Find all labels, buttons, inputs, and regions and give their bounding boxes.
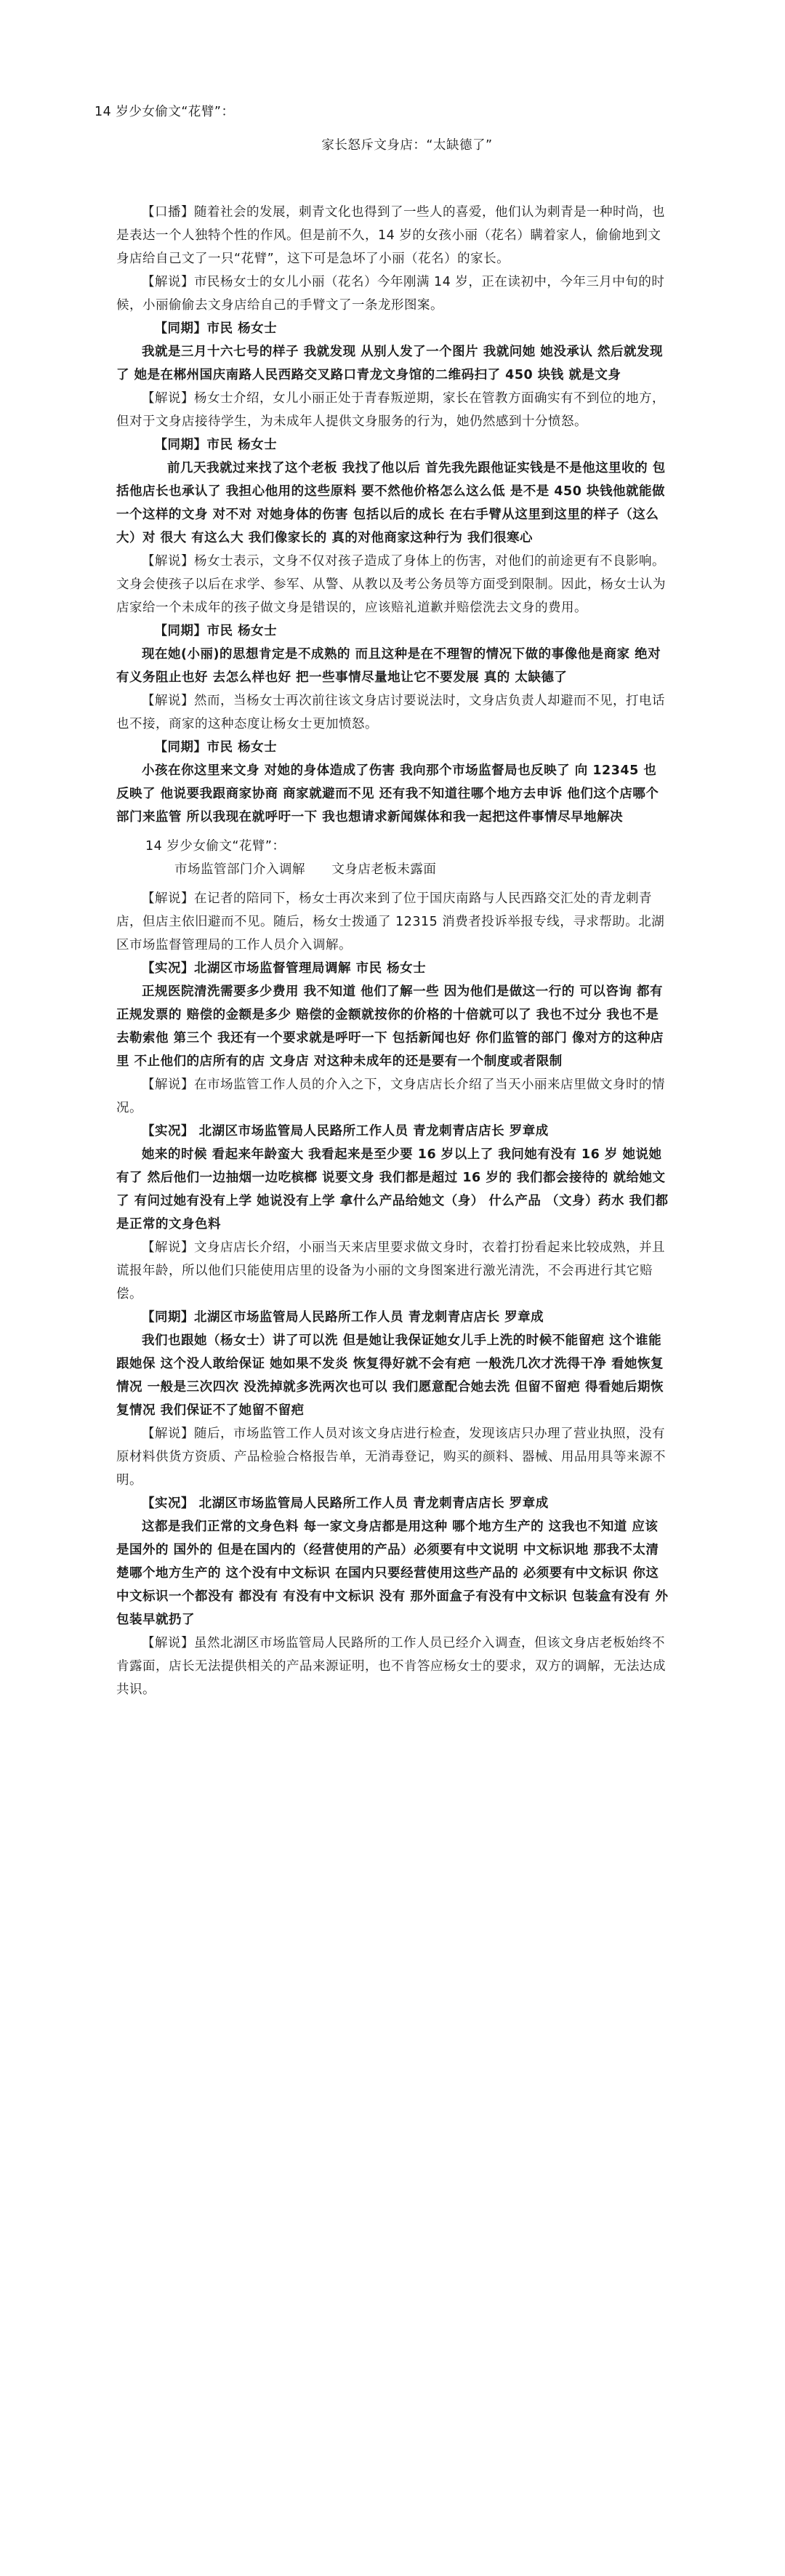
section2-title: 14 岁少女偷文“花臂”： (145, 839, 286, 854)
paragraph-narration-6: 【解说】在市场监管工作人员的介入之下，文身店店长介绍了当天小丽来店里做文身时的情况。 (116, 1078, 665, 1115)
article-subtitle: 家长怒斥文身店：“太缺德了” (321, 138, 493, 153)
heading-live-3: 【实况】 北湖区市场监管局人民路所工作人员 青龙刺青店店长 罗章成 (142, 1496, 549, 1511)
heading-interview-5: 【同期】北湖区市场监管局人民路所工作人员 青龙刺青店店长 罗章成 (142, 1310, 544, 1325)
quote-5: 正规医院清洗需要多少费用 我不知道 他们了解一些 因为他们是做这一行的 可以咨询 都有正规发票的 赔偿的金额是多少 赔偿的金额就按你的价格的十倍就可以了 我也不过分 我也不是去勒索他 第三个 我还有一个要求就是呼吁一下 包括新闻也好 你们监管的部门 像对方的这种店里 不止他们的店所有的店 文身店 对这种未成年的还是要有一个制度或者限制 (116, 984, 664, 1069)
section2-subtitle: 市场监管部门介入调解 文身店老板未露面 (174, 862, 437, 877)
heading-interview-1: 【同期】市民 杨女士 (154, 321, 278, 336)
quote-6: 她来的时候 看起来年龄蛮大 我看起来是至少要 16 岁以上了 我问她有没有 16 岁 她说她有了 然后他们一边抽烟一边吃槟榔 说要文身 我们都是超过 16 岁的 我们都会接待的 就给她文了 有问过她有没有上学 她说没有上学 拿什么产品给她文（身） 什么产品 （文身）药水 我们都是正常的文身色料 (116, 1147, 669, 1232)
quote-7: 我们也跟她（杨女士）讲了可以洗 但是她让我保证她女儿手上洗的时候不能留疤 这个谁能跟她保 这个没人敢给保证 她如果不发炎 恢复得好就不会有疤 一般洗几次才洗得干净 看她恢复情况 一般是三次四次 没洗掉就多洗两次也可以 我们愿意配合她去洗 但留不留疤 得看她后期恢复情况 我们保证不了她留不留疤 (116, 1333, 664, 1418)
quote-4: 小孩在你这里来文身 对她的身体造成了伤害 我向那个市场监督局也反映了 向 12345 也反映了 他说要我跟商家协商 商家就避而不见 还有我不知道往哪个地方去申诉 他们这个店哪个部门来监管 所以我现在就呼吁一下 我也想请求新闻媒体和我一起把这件事情尽早地解决 (116, 763, 659, 824)
paragraph-narration-1: 【解说】市民杨女士的女儿小丽（花名）今年刚满 14 岁，正在读初中，今年三月中旬的时候，小丽偷偷去文身店给自己的手臂文了一条龙形图案。 (116, 275, 665, 313)
paragraph-narration-2: 【解说】杨女士介绍，女儿小丽正处于青春叛逆期，家长在管教方面确实有不到位的地方，但对于文身店接待学生，为未成年人提供文身服务的行为，她仍然感到十分愤怒。 (116, 391, 665, 429)
quote-8: 这都是我们正常的文身色料 每一家文身店都是用这种 哪个地方生产的 这我也不知道 应该是国外的 国外的 但是在国内的（经营使用的产品）必须要有中文说明 中文标识地 那我不太清楚哪个地方生产的 这个没有中文标识 在国内只要经营使用这些产品的 必须要有中文标识 你这中文标识一个都没有 都没有 有没有中文标识 没有 那外面盒子有没有中文标识 包装盒有没有 外包装早就扔了 (116, 1520, 669, 1627)
article-title: 14 岁少女偷文“花臂”： (94, 105, 235, 119)
paragraph-narration-5: 【解说】在记者的陪同下，杨女士再次来到了位于国庆南路与人民西路交汇处的青龙刺青店，但店主依旧避而不见。随后，杨女士拨通了 12315 消费者投诉举报专线，寻求帮助。北湖区市场监督管理局的工作人员介入调解。 (116, 891, 665, 952)
quote-3: 现在她(小丽)的思想肯定是不成熟的 而且这种是在不理智的情况下做的事像他是商家 绝对有义务阻止也好 去怎么样也好 把一些事情尽量地让它不要发展 真的 太缺德了 (116, 647, 661, 685)
paragraph-narration-3: 【解说】杨女士表示，文身不仅对孩子造成了身体上的伤害，对他们的前途更有不良影响。文身会使孩子以后在求学、参军、从警、从教以及考公务员等方面受到限制。因此，杨女士认为店家给一个未成年的孩子做文身是错误的，应该赔礼道歉并赔偿洗去文身的费用。 (116, 554, 666, 615)
heading-interview-4: 【同期】市民 杨女士 (154, 740, 278, 755)
heading-interview-2: 【同期】市民 杨女士 (154, 438, 278, 452)
quote-1: 我就是三月十六七号的样子 我就发现 从别人发了一个图片 我就问她 她没承认 然后就发现了 她是在郴州国庆南路人民西路交叉路口青龙文身馆的二维码扫了 450 块钱 就是文身 (116, 345, 663, 382)
paragraph-narration-4: 【解说】然而，当杨女士再次前往该文身店讨要说法时，文身店负责人却避而不见，打电话也不接，商家的这种态度让杨女士更加愤怒。 (116, 694, 665, 731)
quote-2: 前几天我就过来找了这个老板 我找了他以后 首先我先跟他证实钱是不是他这里收的 包括他店长也承认了 我担心他用的这些原料 要不然他价格怎么这么低 是不是 450 块钱他就能做一个这样的文身 对不对 对她身体的伤害 包括以后的成长 在右手臂从这里到这里的样子（这么大）对 很大 有这么大 我们像家长的 真的对他商家这种行为 我们很寒心 (116, 461, 666, 545)
heading-interview-3: 【同期】市民 杨女士 (154, 624, 278, 638)
paragraph-narration-8: 【解说】随后，市场监管工作人员对该文身店进行检查，发现该店只办理了营业执照，没有原材料供货方资质、产品检验合格报告单，无消毒登记，购买的颜料、器械、用品用具等来源不明。 (116, 1427, 666, 1488)
paragraph-narration-9: 【解说】虽然北湖区市场监管局人民路所的工作人员已经介入调查，但该文身店老板始终不肯露面，店长无法提供相关的产品来源证明，也不肯答应杨女士的要求，双方的调解，无法达成共识。 (116, 1636, 666, 1697)
heading-live-1: 【实况】北湖区市场监督管理局调解 市民 杨女士 (142, 961, 427, 976)
paragraph-narration-7: 【解说】文身店店长介绍，小丽当天来店里要求做文身时，衣着打扮看起来比较成熟，并且谎报年龄，所以他们只能使用店里的设备为小丽的文身图案进行激光清洗，不会再进行其它赔偿。 (116, 1240, 665, 1301)
paragraph-kobo: 【口播】随着社会的发展，刺青文化也得到了一些人的喜爱，他们认为刺青是一种时尚，也是表达一个人独特个性的作风。但是前不久，14 岁的女孩小丽（花名）瞒着家人，偷偷地到文身店给自己文了一只“花臂”，这下可是急坏了小丽（花名）的家长。 (116, 205, 665, 266)
heading-live-2: 【实况】 北湖区市场监管局人民路所工作人员 青龙刺青店店长 罗章成 (142, 1124, 549, 1139)
document-body (94, 100, 669, 1701)
